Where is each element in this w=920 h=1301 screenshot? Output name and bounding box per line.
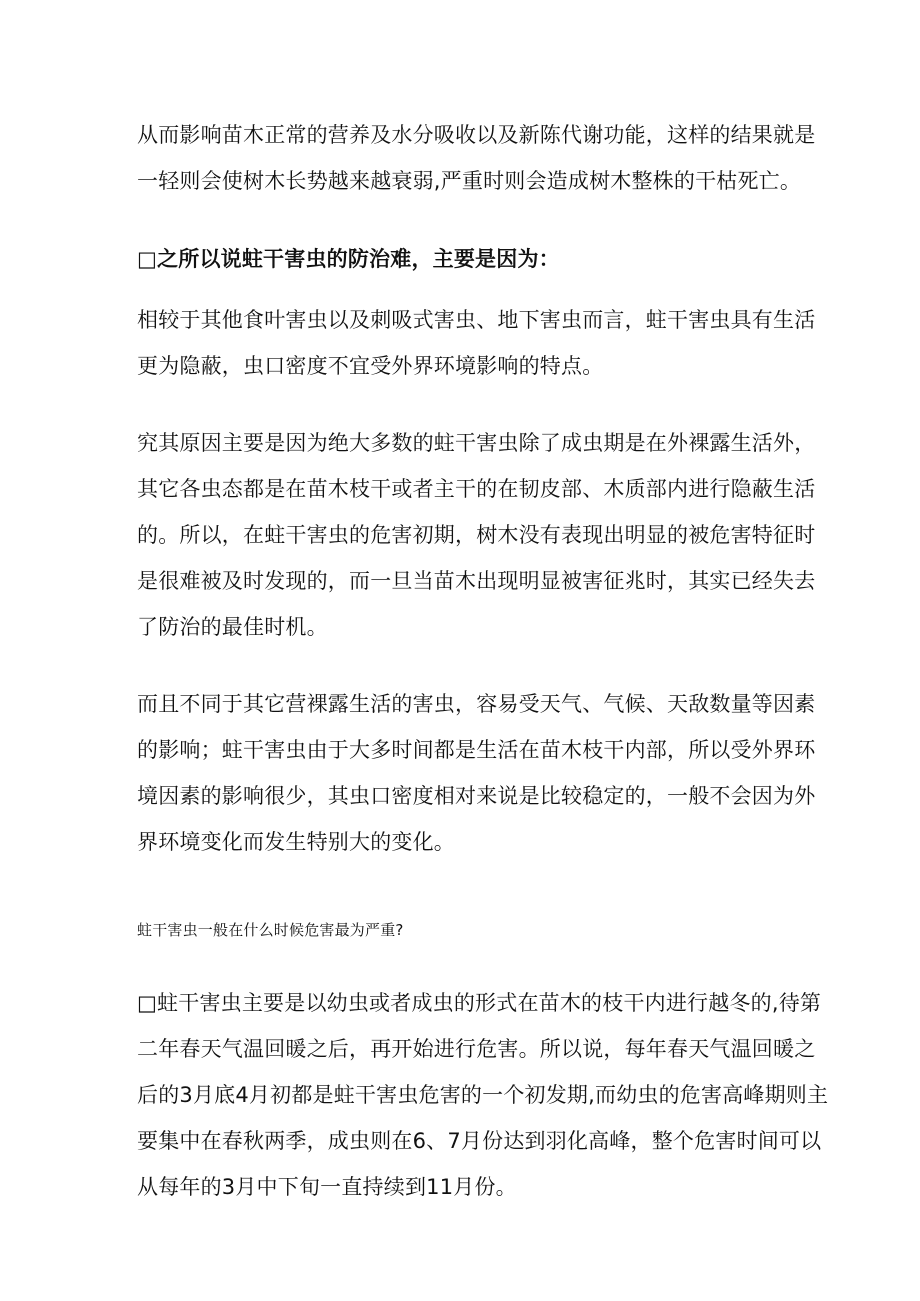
subheading bbox=[137, 918, 797, 942]
paragraph-line: 的。所以，在蛀干害虫的危害初期，树木没有表现出明显的被危害特征时 bbox=[137, 523, 816, 547]
paragraph-line: 更为隐蔽，虫口密度不宜受外界环境影响的特点。 bbox=[137, 354, 604, 378]
paragraph-line: 是很难被及时发现的，而一旦当苗木出现明显被害征兆时，其实已经失去 bbox=[137, 569, 816, 593]
paragraph-2 bbox=[137, 297, 816, 389]
section-heading-text: 之所以说蛀干害虫的防治难，主要是因为： bbox=[157, 247, 560, 271]
paragraph-line: 的影响；蛀干害虫由于大多时间都是生活在苗木枝干内部，所以受外界环 bbox=[137, 738, 816, 762]
paragraph-4 bbox=[137, 681, 816, 865]
paragraph-1 bbox=[137, 112, 816, 204]
paragraph-3 bbox=[137, 420, 816, 650]
paragraph-line: 从每年的3月中下旬一直持续到11月份。 bbox=[137, 1175, 517, 1199]
paragraph-line: 二年春天气温回暖之后，再开始进行危害。所以说，每年春天气温回暖之 bbox=[137, 1037, 816, 1061]
paragraph-line: 界环境变化而发生特别大的变化。 bbox=[137, 830, 455, 854]
paragraph-line: 后的3月底4月初都是蛀干害虫危害的一个初发期,而幼虫的危害高峰期则主 bbox=[137, 1083, 829, 1107]
paragraph-line: 而且不同于其它营裸露生活的害虫，容易受天气、气候、天敌数量等因素 bbox=[137, 692, 816, 716]
paragraph-line: 蛀干害虫主要是以幼虫或者成虫的形式在苗木的枝干内进行越冬的,待第 bbox=[157, 991, 822, 1015]
paragraph-line: 究其原因主要是因为绝大多数的蛀干害虫除了成虫期是在外裸露生活外， bbox=[137, 431, 816, 455]
bullet-marker: □ bbox=[137, 247, 158, 271]
paragraph-line: 相较于其他食叶害虫以及刺吸式害虫、地下害虫而言，蛀干害虫具有生活 bbox=[137, 308, 816, 332]
paragraph-line: 境因素的影响很少，其虫口密度相对来说是比较稳定的，一般不会因为外 bbox=[137, 784, 816, 808]
paragraph-line: 从而影响苗木正常的营养及水分吸收以及新陈代谢功能，这样的结果就是 bbox=[137, 123, 816, 147]
section-heading bbox=[137, 236, 797, 282]
paragraph-5 bbox=[137, 980, 829, 1210]
subheading-text: 蛀干害虫一般在什么时候危害最为严重? bbox=[137, 921, 404, 939]
paragraph-line: 了防治的最佳时机。 bbox=[137, 615, 328, 639]
paragraph-line: 其它各虫态都是在苗木枝干或者主干的在韧皮部、木质部内进行隐蔽生活 bbox=[137, 477, 816, 501]
paragraph-line: 要集中在春秋两季，成虫则在6、7月份达到羽化高峰，整个危害时间可以 bbox=[137, 1129, 822, 1153]
bullet-marker: □ bbox=[137, 991, 158, 1015]
paragraph-line: 一轻则会使树木长势越来越衰弱,严重时则会造成树木整株的干枯死亡。 bbox=[137, 169, 802, 193]
